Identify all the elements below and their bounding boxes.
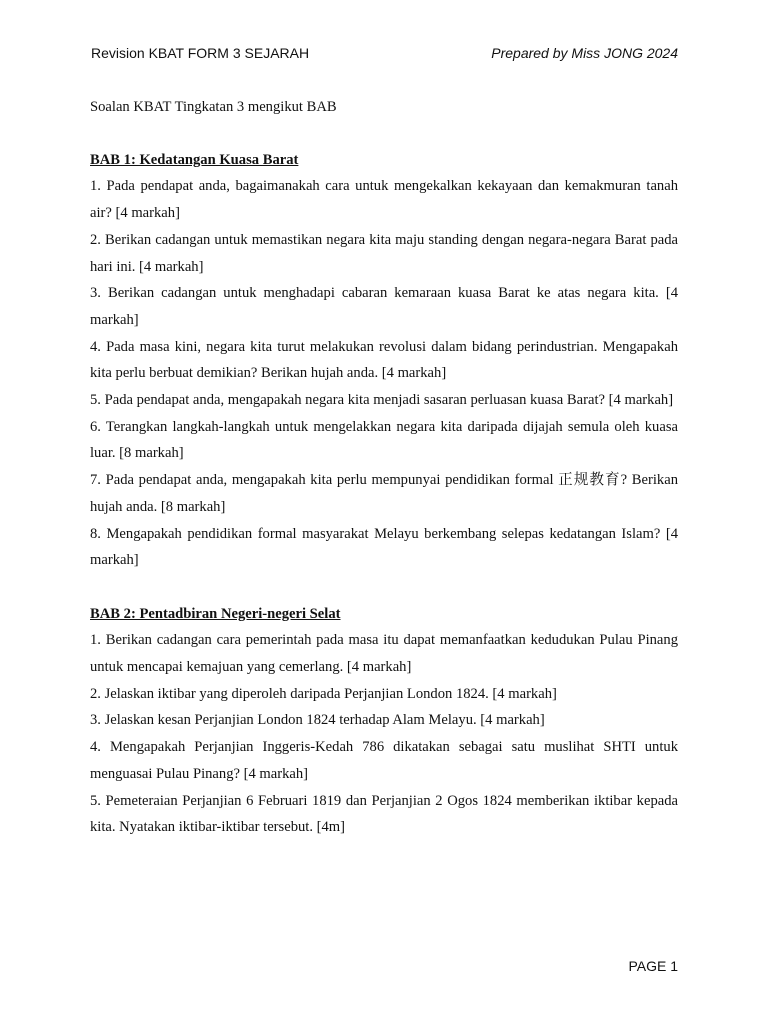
section-heading: BAB 2: Pentadbiran Negeri-negeri Selat [90, 605, 341, 622]
page-header [91, 45, 678, 61]
header-title: Revision KBAT FORM 3 SEJARAH [91, 45, 310, 61]
section-heading: BAB 1: Kedatangan Kuasa Barat [90, 151, 299, 168]
question-item: 5. Pemeteraian Perjanjian 6 Februari 1819 dan Perjanjian 2 Ogos 1824 memberikan iktibar kepada kita. Nyatakan iktibar-iktibar tersebut. [4m] [90, 792, 678, 836]
question-item: 4. Pada masa kini, negara kita turut melakukan revolusi dalam bidang perindustrian. Mengapakah kita perlu berbuat demikian? Berikan hujah anda. [4 markah] [90, 338, 678, 382]
question-item: 4. Mengapakah Perjanjian Inggeris-Kedah 786 dikatakan sebagai satu muslihat SHTI untuk menguasai Pulau Pinang? [4 markah] [90, 739, 678, 782]
document-body [90, 94, 678, 868]
question-item: 1. Berikan cadangan cara pemerintah pada masa itu dapat memanfaatkan kedudukan Pulau Pinang untuk mencapai kemajuan yang cemerlang. [4 markah] [90, 632, 678, 676]
question-item: 6. Terangkan langkah-langkah untuk mengelakkan negara kita daripada dijajah semula oleh kuasa luar. [8 markah] [90, 418, 678, 462]
intro-text: Soalan KBAT Tingkatan 3 mengikut BAB [90, 99, 337, 115]
question-item: 3. Jelaskan kesan Perjanjian London 1824 terhadap Alam Melayu. [4 markah] [90, 712, 545, 729]
header-author: Prepared by Miss JONG 2024 [491, 45, 678, 61]
question-item: 2. Berikan cadangan untuk memastikan negara kita maju standing dengan negara-negara Barat pada hari ini. [4 markah] [90, 231, 678, 275]
question-item: 3. Berikan cadangan untuk menghadapi cabaran kemaraan kuasa Barat ke atas negara kita. [4 markah] [90, 285, 678, 328]
question-item: 8. Mengapakah pendidikan formal masyarakat Melayu berkembang selepas kedatangan Islam? [4 markah] [90, 525, 678, 569]
section-bab-2 [90, 601, 678, 841]
question-item: 1. Pada pendapat anda, bagaimanakah cara untuk mengekalkan kekayaan dan kemakmuran tanah air? [4 markah] [90, 178, 678, 222]
question-item: 2. Jelaskan iktibar yang diperoleh daripada Perjanjian London 1824. [4 markah] [90, 685, 557, 702]
section-bab-1 [90, 147, 678, 574]
question-item: 5. Pada pendapat anda, mengapakah negara kita menjadi sasaran perluasan kuasa Barat? [4 markah] [90, 392, 674, 409]
page-number: PAGE 1 [628, 958, 678, 974]
question-item: 7. Pada pendapat anda, mengapakah kita perlu mempunyai pendidikan formal 正规教育? Berikan hujah anda. [8 markah] [90, 472, 678, 515]
